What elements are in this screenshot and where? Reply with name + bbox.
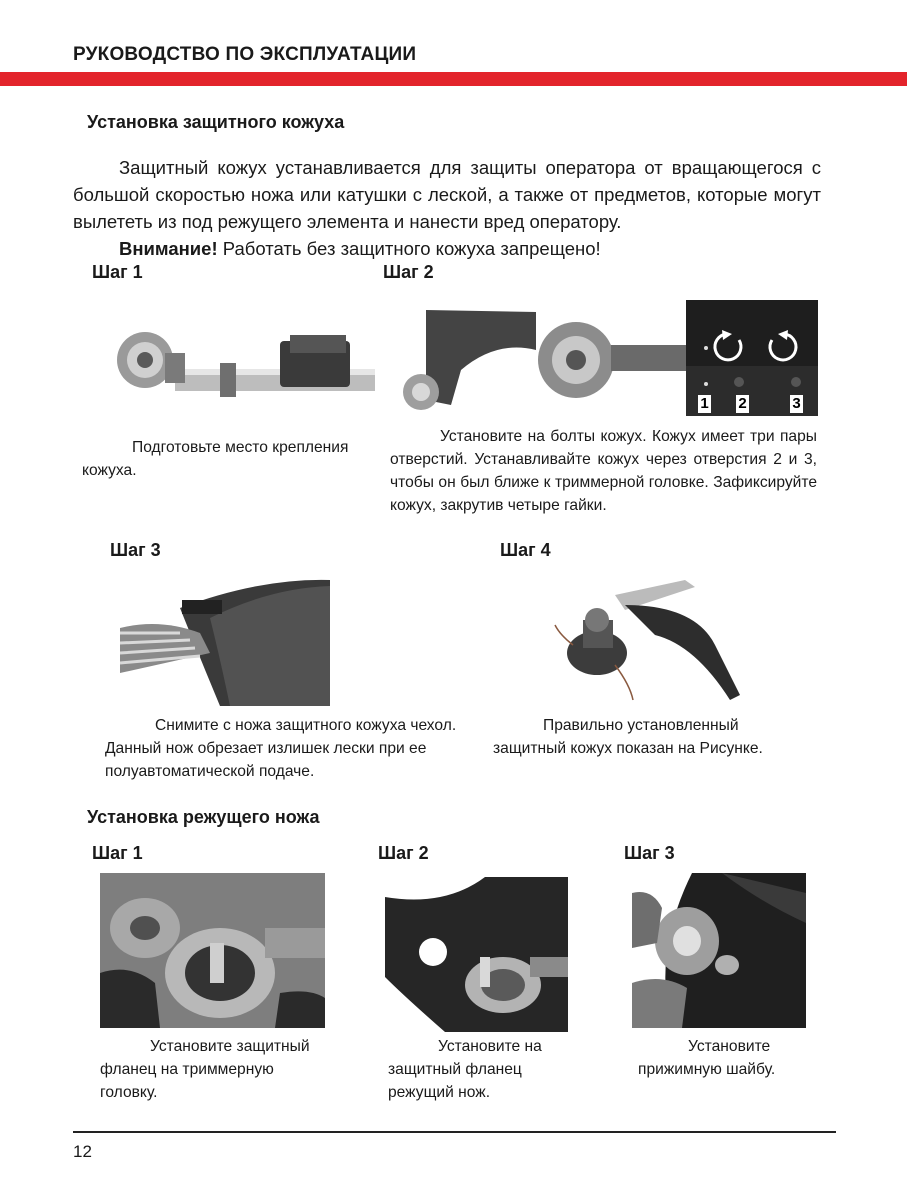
guard-intro	[73, 154, 821, 262]
guard-step-3-caption-text: Снимите с ножа защитного кожуха чехол. Данный нож обрезает излишек лески при ее полуавтоматической подаче.	[105, 717, 457, 780]
blade-section-title: Установка режущего ножа	[87, 807, 320, 827]
warning-label: Внимание!	[119, 238, 218, 259]
blade-step-3-caption-text: Установите прижимную шайбу.	[638, 1038, 776, 1078]
page-header-title: РУКОВОДСТВО ПО ЭКСПЛУАТАЦИИ	[73, 44, 417, 65]
guard-step-2-caption	[390, 425, 817, 517]
warning-text: Работать без защитного кожуха запрещено!	[217, 238, 601, 259]
blade-step-1-label: Шаг 1	[92, 843, 143, 863]
guard-step-4-label: Шаг 4	[500, 540, 551, 560]
blade-step-2-label: Шаг 2	[378, 843, 429, 863]
header-red-bar	[0, 72, 907, 86]
guard-step-3-label: Шаг 3	[110, 540, 161, 560]
guard-intro-text: Защитный кожух устанавливается для защиты оператора от вращающегося с большой скоростью ножа или катушки с леской, а также от предметов, которые могут вылететь из под режущего элемента и нанести вред оператору.	[73, 157, 821, 232]
guard-step-1-label: Шаг 1	[92, 262, 143, 282]
hole-label-3: 3	[790, 395, 803, 413]
guard-warning	[73, 235, 821, 262]
guard-step-4-caption	[493, 714, 803, 760]
guard-step-3-caption	[105, 714, 475, 783]
page-number: 12	[73, 1142, 92, 1161]
blade-step-1-photo	[100, 873, 325, 1028]
guard-step-1-caption-text: Подготовьте место крепления кожуха.	[82, 439, 349, 479]
guard-holes-photo	[686, 300, 818, 416]
blade-step-2-caption-text: Установите на защитный фланец режущий нож.	[388, 1038, 542, 1101]
guard-step-2-label: Шаг 2	[383, 262, 434, 282]
blade-step-2-photo	[385, 877, 568, 1032]
blade-step-1-caption-text: Установите защитный фланец на триммерную головку.	[100, 1038, 310, 1101]
guard-step-4-photo	[545, 575, 745, 705]
hole-label-1: 1	[698, 395, 711, 413]
blade-step-3-photo	[632, 873, 806, 1028]
blade-step-3-caption	[638, 1035, 808, 1081]
guard-section-title: Установка защитного кожуха	[87, 112, 345, 132]
blade-step-2-caption	[388, 1035, 578, 1104]
footer-divider	[73, 1131, 836, 1133]
guard-step-4-caption-text: Правильно установленный защитный кожух показан на Рисунке.	[493, 717, 763, 757]
blade-step-1-caption	[100, 1035, 332, 1104]
hole-label-2: 2	[736, 395, 749, 413]
guard-step-2-photo	[386, 300, 686, 416]
guard-step-1-photo	[100, 305, 375, 415]
guard-step-2-caption-text: Установите на болты кожух. Кожух имеет три пары отверстий. Устанавливайте кожух через отверстия 2 и 3, чтобы он был ближе к триммерной головке. Зафиксируйте кожух, закрутив четыре гайки.	[390, 428, 817, 514]
guard-step-1-caption	[82, 436, 360, 482]
blade-step-3-label: Шаг 3	[624, 843, 675, 863]
guard-step-3-photo	[120, 578, 330, 706]
